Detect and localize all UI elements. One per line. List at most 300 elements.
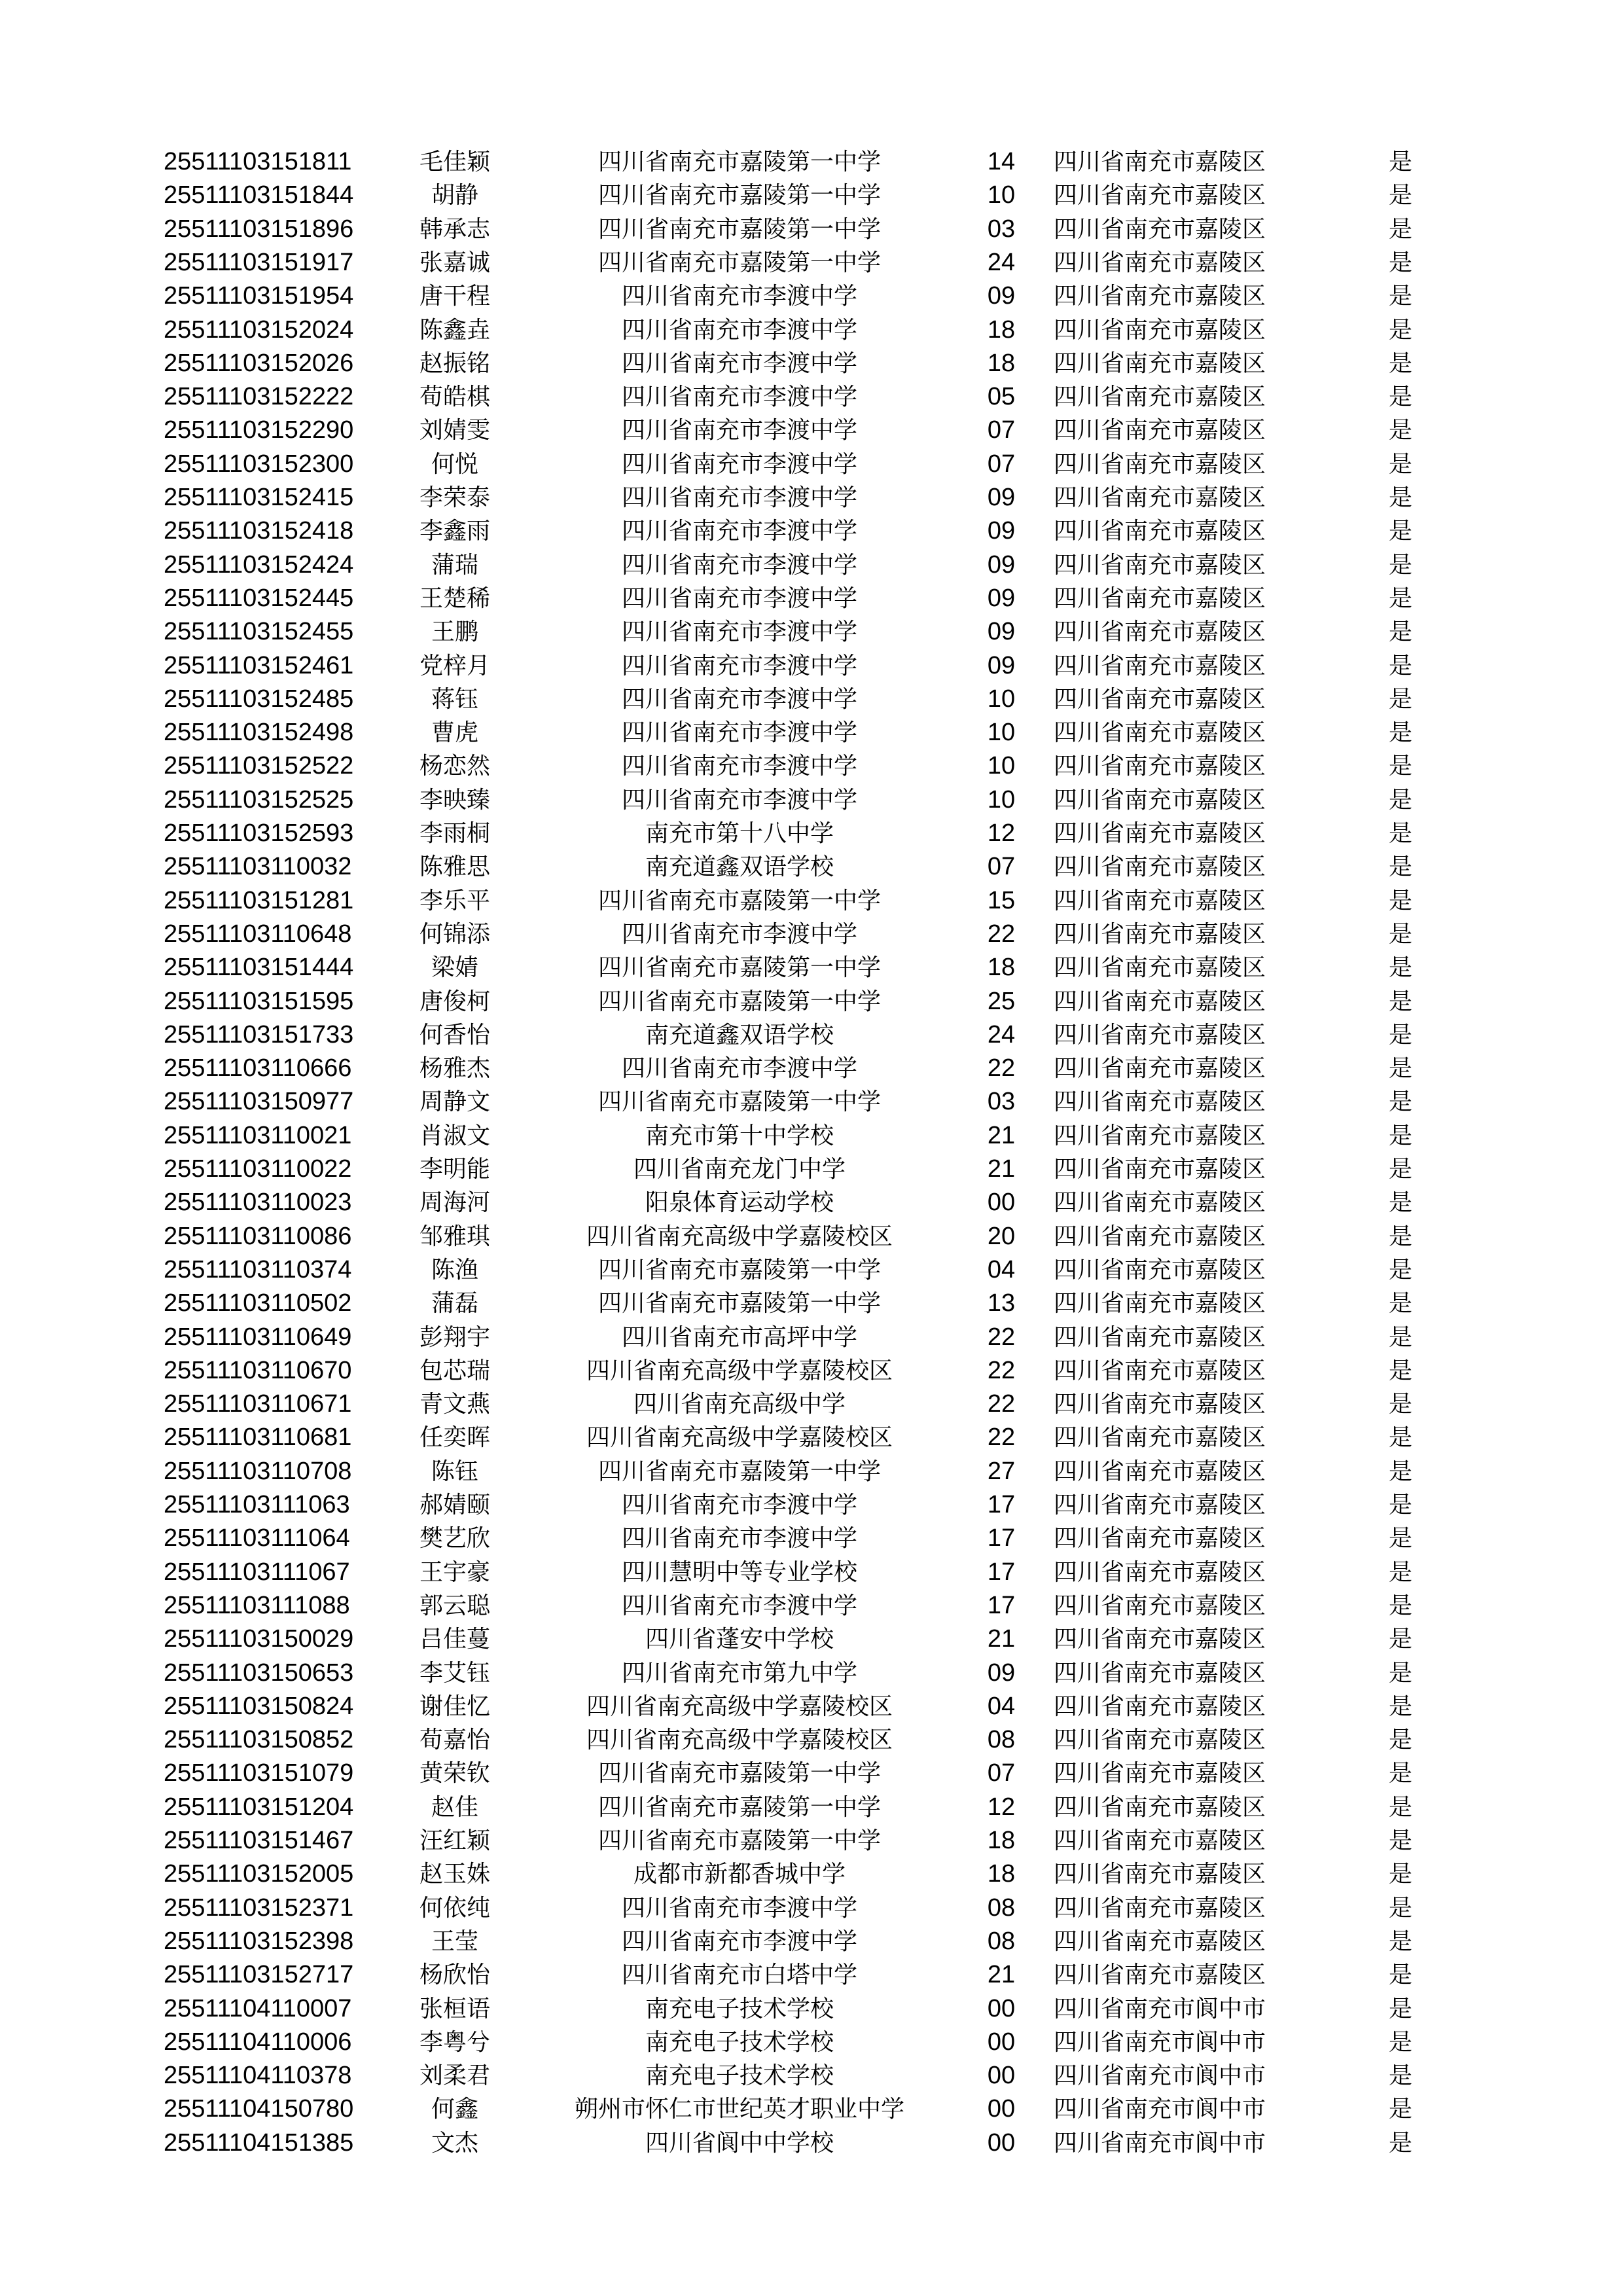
score-value: 27 xyxy=(987,1457,1016,1485)
region-name: 四川省南充市嘉陵区 xyxy=(1054,1525,1266,1552)
region-name: 四川省南充市嘉陵区 xyxy=(1054,1592,1266,1619)
student-name: 李粤兮 xyxy=(419,2028,490,2056)
score-value: 10 xyxy=(987,719,1016,747)
candidate-id: 25511104150780 xyxy=(164,2095,354,2123)
score-value: 12 xyxy=(987,819,1016,847)
table-row xyxy=(0,414,1623,447)
school-name: 四川省南充市嘉陵第一中学 xyxy=(597,1290,881,1318)
eligibility-flag: 是 xyxy=(1388,685,1412,713)
eligibility-flag: 是 xyxy=(1388,1424,1412,1452)
score-value: 08 xyxy=(987,1893,1016,1922)
score-value: 18 xyxy=(987,954,1016,982)
region-name: 四川省南充市嘉陵区 xyxy=(1054,1055,1266,1083)
eligibility-flag: 是 xyxy=(1388,1021,1412,1049)
school-name: 四川省南充市嘉陵第一中学 xyxy=(597,1827,881,1854)
candidate-id: 25511103150824 xyxy=(164,1692,354,1720)
school-name: 四川省南充市李渡中学 xyxy=(621,652,857,679)
eligibility-flag: 是 xyxy=(1388,350,1412,377)
school-name: 南充电子技术学校 xyxy=(645,1995,834,2022)
candidate-id: 25511103110374 xyxy=(164,1255,352,1283)
student-name: 张嘉诚 xyxy=(419,249,490,276)
table-row xyxy=(0,985,1623,1018)
region-name: 四川省南充市嘉陵区 xyxy=(1054,1558,1266,1586)
score-value: 22 xyxy=(987,1424,1016,1452)
student-name: 韩承志 xyxy=(419,215,490,243)
school-name: 四川省南充高级中学嘉陵校区 xyxy=(586,1357,893,1384)
student-name: 李雨桐 xyxy=(419,820,490,847)
student-name: 赵玉姝 xyxy=(419,1861,490,1888)
candidate-id: 25511103150977 xyxy=(164,1088,354,1116)
region-name: 四川省南充市嘉陵区 xyxy=(1054,1894,1266,1922)
student-name: 樊艺欣 xyxy=(419,1525,490,1552)
table-row xyxy=(0,1892,1623,1925)
table-row xyxy=(0,615,1623,649)
candidate-id: 25511103110032 xyxy=(164,853,352,881)
region-name: 四川省南充市阆中市 xyxy=(1054,2062,1266,2090)
table-row xyxy=(0,1119,1623,1153)
candidate-id: 25511103110681 xyxy=(164,1424,352,1452)
candidate-id: 25511103152522 xyxy=(164,752,354,780)
student-name: 赵佳 xyxy=(431,1793,478,1821)
student-name: 包芯瑞 xyxy=(419,1357,490,1384)
student-name: 党梓月 xyxy=(419,652,490,679)
table-row xyxy=(0,347,1623,380)
table-row xyxy=(0,1455,1623,1488)
score-value: 22 xyxy=(987,1356,1016,1384)
table-row xyxy=(0,548,1623,582)
eligibility-flag: 是 xyxy=(1388,753,1412,780)
school-name: 四川省南充市李渡中学 xyxy=(621,920,857,948)
school-name: 南充电子技术学校 xyxy=(645,2028,834,2056)
table-row xyxy=(0,1791,1623,1824)
region-name: 四川省南充市嘉陵区 xyxy=(1054,1424,1266,1452)
score-value: 09 xyxy=(987,584,1016,612)
student-name: 李明能 xyxy=(419,1156,490,1183)
school-name: 四川省南充市嘉陵第一中学 xyxy=(597,215,881,243)
table-row xyxy=(0,1085,1623,1119)
eligibility-flag: 是 xyxy=(1388,2096,1412,2123)
score-value: 08 xyxy=(987,1927,1016,1955)
candidate-id: 25511104151385 xyxy=(164,2128,354,2157)
region-name: 四川省南充市阆中市 xyxy=(1054,1995,1266,2022)
score-value: 00 xyxy=(987,2028,1016,2056)
region-name: 四川省南充市嘉陵区 xyxy=(1054,350,1266,377)
eligibility-flag: 是 xyxy=(1388,1693,1412,1720)
region-name: 四川省南充市嘉陵区 xyxy=(1054,1290,1266,1318)
score-value: 00 xyxy=(987,2062,1016,2090)
eligibility-flag: 是 xyxy=(1388,283,1412,310)
eligibility-flag: 是 xyxy=(1388,484,1412,511)
region-name: 四川省南充市嘉陵区 xyxy=(1054,1928,1266,1955)
table-row xyxy=(0,1421,1623,1454)
school-name: 四川省南充高级中学嘉陵校区 xyxy=(586,1693,893,1720)
region-name: 四川省南充市阆中市 xyxy=(1054,2028,1266,2056)
candidate-id: 25511103152485 xyxy=(164,685,354,713)
score-value: 09 xyxy=(987,651,1016,679)
student-name: 王楚稀 xyxy=(419,584,490,612)
table-row xyxy=(0,649,1623,683)
school-name: 四川省南充市李渡中学 xyxy=(621,753,857,780)
region-name: 四川省南充市嘉陵区 xyxy=(1054,1156,1266,1183)
student-name: 青文燕 xyxy=(419,1391,490,1418)
school-name: 四川省南充市李渡中学 xyxy=(621,719,857,747)
student-name: 文杰 xyxy=(431,2129,478,2157)
score-value: 00 xyxy=(987,1994,1016,2022)
score-value: 24 xyxy=(987,248,1016,276)
score-value: 22 xyxy=(987,920,1016,948)
school-name: 四川省南充市李渡中学 xyxy=(621,1592,857,1619)
table-row xyxy=(0,1757,1623,1790)
table-row xyxy=(0,213,1623,246)
student-name: 李映臻 xyxy=(419,786,490,814)
candidate-id: 25511103110666 xyxy=(164,1054,352,1083)
table-row xyxy=(0,2092,1623,2126)
student-name: 肖淑文 xyxy=(419,1122,490,1149)
score-value: 10 xyxy=(987,181,1016,209)
region-name: 四川省南充市嘉陵区 xyxy=(1054,920,1266,948)
student-name: 杨恋然 xyxy=(419,753,490,780)
school-name: 四川省南充市白塔中学 xyxy=(621,1962,857,1989)
candidate-id: 25511103110648 xyxy=(164,920,352,948)
table-row xyxy=(0,2059,1623,2092)
region-name: 四川省南充市嘉陵区 xyxy=(1054,249,1266,276)
region-name: 四川省南充市嘉陵区 xyxy=(1054,417,1266,444)
table-row xyxy=(0,1589,1623,1623)
candidate-id: 25511103151844 xyxy=(164,181,354,209)
candidate-id: 25511104110006 xyxy=(164,2028,352,2056)
eligibility-flag: 是 xyxy=(1388,551,1412,579)
score-value: 18 xyxy=(987,1860,1016,1888)
candidate-id: 25511103110086 xyxy=(164,1222,352,1250)
school-name: 四川省南充市李渡中学 xyxy=(621,786,857,814)
score-value: 09 xyxy=(987,1659,1016,1687)
table-row xyxy=(0,1958,1623,1992)
score-value: 04 xyxy=(987,1255,1016,1283)
table-row xyxy=(0,1153,1623,1186)
eligibility-flag: 是 xyxy=(1388,988,1412,1015)
region-name: 四川省南充市阆中市 xyxy=(1054,2129,1266,2157)
candidate-id: 25511103151954 xyxy=(164,282,354,310)
table-row xyxy=(0,1556,1623,1589)
candidate-id: 25511103152290 xyxy=(164,416,354,444)
eligibility-flag: 是 xyxy=(1388,1323,1412,1351)
region-name: 四川省南充市嘉陵区 xyxy=(1054,1492,1266,1518)
student-name: 曹虎 xyxy=(431,719,478,747)
school-name: 南充市第十中学校 xyxy=(645,1122,834,1149)
student-name: 赵振铭 xyxy=(419,350,490,377)
candidate-id: 25511103110502 xyxy=(164,1289,352,1318)
candidate-id: 25511103150029 xyxy=(164,1625,354,1653)
score-value: 00 xyxy=(987,1189,1016,1217)
candidate-id: 25511103151733 xyxy=(164,1020,354,1049)
table-row xyxy=(0,918,1623,951)
school-name: 四川省南充市李渡中学 xyxy=(621,1055,857,1083)
school-name: 四川省南充市嘉陵第一中学 xyxy=(597,249,881,276)
score-value: 21 xyxy=(987,1625,1016,1653)
table-row xyxy=(0,1925,1623,1958)
eligibility-flag: 是 xyxy=(1388,2028,1412,2056)
table-row xyxy=(0,716,1623,749)
eligibility-flag: 是 xyxy=(1388,2129,1412,2157)
student-name: 汪红颖 xyxy=(419,1827,490,1854)
student-name: 张桓语 xyxy=(419,1995,490,2022)
school-name: 四川省南充高级中学嘉陵校区 xyxy=(586,1223,893,1250)
region-name: 四川省南充市嘉陵区 xyxy=(1054,1693,1266,1720)
region-name: 四川省南充市嘉陵区 xyxy=(1054,1122,1266,1149)
region-name: 四川省南充市嘉陵区 xyxy=(1054,1021,1266,1049)
student-name: 杨雅杰 xyxy=(419,1055,490,1083)
eligibility-flag: 是 xyxy=(1388,450,1412,478)
student-name: 何依纯 xyxy=(419,1894,490,1922)
student-name: 荀皓棋 xyxy=(419,384,490,411)
candidate-id: 25511103151595 xyxy=(164,987,354,1015)
candidate-id: 25511103152005 xyxy=(164,1860,354,1888)
candidate-id: 25511103152300 xyxy=(164,450,354,478)
school-name: 四川省南充市李渡中学 xyxy=(621,685,857,713)
region-name: 四川省南充市嘉陵区 xyxy=(1054,1827,1266,1854)
school-name: 四川省南充高级中学嘉陵校区 xyxy=(586,1424,893,1452)
student-name: 梁婧 xyxy=(431,954,478,982)
score-value: 12 xyxy=(987,1793,1016,1821)
student-name: 李艾钰 xyxy=(419,1659,490,1687)
candidate-id: 25511103150852 xyxy=(164,1726,354,1754)
region-name: 四川省南充市嘉陵区 xyxy=(1054,316,1266,344)
score-value: 04 xyxy=(987,1692,1016,1720)
table-row xyxy=(0,1488,1623,1522)
school-name: 南充道鑫双语学校 xyxy=(645,853,834,881)
school-name: 四川省南充市李渡中学 xyxy=(621,1894,857,1922)
student-name: 刘柔君 xyxy=(419,2062,490,2090)
candidate-id: 25511103152222 xyxy=(164,383,354,411)
region-name: 四川省南充市嘉陵区 xyxy=(1054,283,1266,310)
school-name: 四川省南充市李渡中学 xyxy=(621,584,857,612)
eligibility-flag: 是 xyxy=(1388,1626,1412,1653)
region-name: 四川省南充市嘉陵区 xyxy=(1054,384,1266,411)
student-name: 周静文 xyxy=(419,1088,490,1116)
eligibility-flag: 是 xyxy=(1388,1962,1412,1989)
eligibility-flag: 是 xyxy=(1388,1492,1412,1518)
school-name: 四川省南充市嘉陵第一中学 xyxy=(597,887,881,914)
score-value: 09 xyxy=(987,550,1016,579)
eligibility-flag: 是 xyxy=(1388,2062,1412,2090)
student-name: 刘婧雯 xyxy=(419,417,490,444)
eligibility-flag: 是 xyxy=(1388,719,1412,747)
student-name: 王莹 xyxy=(431,1928,478,1955)
student-name: 唐俊柯 xyxy=(419,988,490,1015)
table-row xyxy=(0,2126,1623,2160)
candidate-id: 25511103151079 xyxy=(164,1759,354,1787)
table-row xyxy=(0,179,1623,212)
eligibility-flag: 是 xyxy=(1388,249,1412,276)
region-name: 四川省南充市嘉陵区 xyxy=(1054,719,1266,747)
school-name: 四川省南充市嘉陵第一中学 xyxy=(597,1793,881,1821)
school-name: 四川省南充市嘉陵第一中学 xyxy=(597,182,881,209)
student-name: 李荣泰 xyxy=(419,484,490,511)
candidate-id: 25511104110007 xyxy=(164,1994,352,2022)
score-value: 09 xyxy=(987,484,1016,511)
eligibility-flag: 是 xyxy=(1388,920,1412,948)
eligibility-flag: 是 xyxy=(1388,1659,1412,1687)
eligibility-flag: 是 xyxy=(1388,1458,1412,1485)
eligibility-flag: 是 xyxy=(1388,215,1412,243)
candidate-id: 25511104110378 xyxy=(164,2062,352,2090)
region-name: 四川省南充市嘉陵区 xyxy=(1054,518,1266,545)
eligibility-flag: 是 xyxy=(1388,182,1412,209)
score-value: 07 xyxy=(987,450,1016,478)
student-name: 何鑫 xyxy=(431,2096,478,2123)
score-value: 14 xyxy=(987,148,1016,175)
table-row xyxy=(0,951,1623,984)
candidate-id: 25511103110671 xyxy=(164,1390,352,1418)
student-name: 蒋钰 xyxy=(431,685,478,713)
table-row xyxy=(0,380,1623,414)
school-name: 四川省南充市李渡中学 xyxy=(621,518,857,545)
score-value: 21 xyxy=(987,1961,1016,1989)
eligibility-flag: 是 xyxy=(1388,1156,1412,1183)
student-name: 郝婧颐 xyxy=(419,1492,490,1518)
student-name: 李乐平 xyxy=(419,887,490,914)
score-value: 09 xyxy=(987,618,1016,646)
table-row xyxy=(0,514,1623,548)
region-name: 四川省南充市嘉陵区 xyxy=(1054,652,1266,679)
region-name: 四川省南充市嘉陵区 xyxy=(1054,853,1266,881)
candidate-id: 25511103152371 xyxy=(164,1893,354,1922)
candidate-id: 25511103152398 xyxy=(164,1927,354,1955)
eligibility-flag: 是 xyxy=(1388,384,1412,411)
student-name: 杨欣怡 xyxy=(419,1962,490,1989)
region-name: 四川省南充市嘉陵区 xyxy=(1054,1962,1266,1989)
table-row xyxy=(0,817,1623,850)
student-name: 陈雅思 xyxy=(419,853,490,881)
table-row xyxy=(0,1220,1623,1253)
region-name: 四川省南充市嘉陵区 xyxy=(1054,1727,1266,1754)
school-name: 四川省南充市李渡中学 xyxy=(621,619,857,646)
school-name: 四川省南充市李渡中学 xyxy=(621,283,857,310)
candidate-id: 25511103152525 xyxy=(164,785,354,814)
school-name: 四川省南充市李渡中学 xyxy=(621,384,857,411)
score-value: 15 xyxy=(987,886,1016,914)
school-name: 四川省南充市第九中学 xyxy=(621,1659,857,1687)
student-name: 何悦 xyxy=(431,450,478,478)
candidate-id: 25511103152424 xyxy=(164,550,354,579)
eligibility-flag: 是 xyxy=(1388,1894,1412,1922)
eligibility-flag: 是 xyxy=(1388,853,1412,881)
candidate-id: 25511103110022 xyxy=(164,1155,352,1183)
eligibility-flag: 是 xyxy=(1388,1122,1412,1149)
score-value: 22 xyxy=(987,1323,1016,1351)
table-row xyxy=(0,783,1623,817)
region-name: 四川省南充市嘉陵区 xyxy=(1054,1088,1266,1116)
region-name: 四川省南充市嘉陵区 xyxy=(1054,182,1266,209)
school-name: 四川省南充市李渡中学 xyxy=(621,551,857,579)
region-name: 四川省南充市阆中市 xyxy=(1054,2096,1266,2123)
table-row xyxy=(0,1522,1623,1555)
eligibility-flag: 是 xyxy=(1388,1558,1412,1586)
eligibility-flag: 是 xyxy=(1388,786,1412,814)
table-row xyxy=(0,1354,1623,1388)
table-row xyxy=(0,2026,1623,2059)
school-name: 四川省南充市李渡中学 xyxy=(621,316,857,344)
student-name: 陈钰 xyxy=(431,1458,478,1485)
candidate-id: 25511103151444 xyxy=(164,954,354,982)
region-name: 四川省南充市嘉陵区 xyxy=(1054,786,1266,814)
student-name: 蒲瑞 xyxy=(431,551,478,579)
student-name: 任奕晖 xyxy=(419,1424,490,1452)
candidate-id: 25511103152024 xyxy=(164,315,354,344)
table-row xyxy=(0,1253,1623,1287)
candidate-id: 25511103151467 xyxy=(164,1827,354,1854)
school-name: 四川省南充市李渡中学 xyxy=(621,1492,857,1518)
table-row xyxy=(0,1321,1623,1354)
candidate-id: 25511103110023 xyxy=(164,1189,352,1217)
candidate-id: 25511103152445 xyxy=(164,584,354,612)
school-name: 四川省南充市高坪中学 xyxy=(621,1323,857,1351)
table-row xyxy=(0,1857,1623,1891)
eligibility-flag: 是 xyxy=(1388,1357,1412,1384)
region-name: 四川省南充市嘉陵区 xyxy=(1054,1391,1266,1418)
score-value: 17 xyxy=(987,1591,1016,1619)
candidate-id: 25511103152455 xyxy=(164,618,354,646)
region-name: 四川省南充市嘉陵区 xyxy=(1054,551,1266,579)
region-name: 四川省南充市嘉陵区 xyxy=(1054,584,1266,612)
table-row xyxy=(0,582,1623,615)
score-value: 21 xyxy=(987,1121,1016,1149)
score-value: 22 xyxy=(987,1054,1016,1083)
candidate-id: 25511103151811 xyxy=(164,148,352,175)
school-name: 阳泉体育运动学校 xyxy=(645,1189,834,1217)
eligibility-flag: 是 xyxy=(1388,316,1412,344)
candidate-id: 25511103151896 xyxy=(164,215,354,243)
region-name: 四川省南充市嘉陵区 xyxy=(1054,619,1266,646)
region-name: 四川省南充市嘉陵区 xyxy=(1054,887,1266,914)
region-name: 四川省南充市嘉陵区 xyxy=(1054,149,1266,175)
score-value: 18 xyxy=(987,1827,1016,1854)
score-value: 24 xyxy=(987,1020,1016,1049)
score-value: 17 xyxy=(987,1558,1016,1586)
eligibility-flag: 是 xyxy=(1388,417,1412,444)
region-name: 四川省南充市嘉陵区 xyxy=(1054,484,1266,511)
eligibility-flag: 是 xyxy=(1388,1525,1412,1552)
candidate-id: 25511103152498 xyxy=(164,719,354,747)
score-value: 18 xyxy=(987,349,1016,377)
student-name: 彭翔宇 xyxy=(419,1323,490,1351)
school-name: 四川省南充市嘉陵第一中学 xyxy=(597,1256,881,1283)
score-value: 10 xyxy=(987,785,1016,814)
eligibility-flag: 是 xyxy=(1388,820,1412,847)
student-name: 蒲磊 xyxy=(431,1290,478,1318)
student-name: 荀嘉怡 xyxy=(419,1727,490,1754)
region-name: 四川省南充市嘉陵区 xyxy=(1054,1626,1266,1653)
region-name: 四川省南充市嘉陵区 xyxy=(1054,988,1266,1015)
eligibility-flag: 是 xyxy=(1388,652,1412,679)
school-name: 四川省南充龙门中学 xyxy=(633,1156,846,1183)
school-name: 四川省南充市李渡中学 xyxy=(621,450,857,478)
score-value: 10 xyxy=(987,685,1016,713)
region-name: 四川省南充市嘉陵区 xyxy=(1054,1189,1266,1217)
eligibility-flag: 是 xyxy=(1388,1928,1412,1955)
score-value: 09 xyxy=(987,282,1016,310)
student-name: 陈渔 xyxy=(431,1256,478,1283)
region-name: 四川省南充市嘉陵区 xyxy=(1054,753,1266,780)
candidate-id: 25511103110649 xyxy=(164,1323,352,1351)
school-name: 四川省南充市嘉陵第一中学 xyxy=(597,149,881,175)
student-name: 陈鑫垚 xyxy=(419,316,490,344)
school-name: 成都市新都香城中学 xyxy=(633,1861,846,1888)
eligibility-flag: 是 xyxy=(1388,619,1412,646)
score-value: 08 xyxy=(987,1726,1016,1754)
eligibility-flag: 是 xyxy=(1388,1861,1412,1888)
student-name: 王鹏 xyxy=(431,619,478,646)
